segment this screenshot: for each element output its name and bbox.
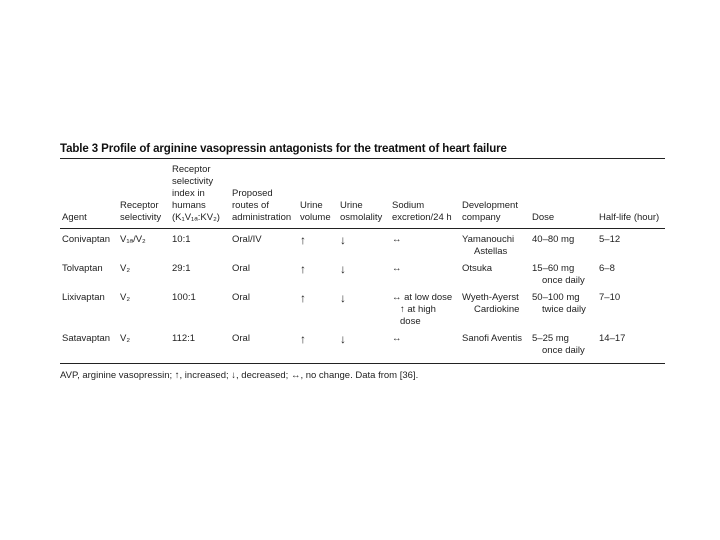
cell-sodium xyxy=(390,287,460,328)
cell-index: 100:1 xyxy=(172,292,196,303)
cell-index: 10:1 xyxy=(172,234,191,245)
cell-half-life: 7–10 xyxy=(599,292,621,303)
header-selectivity-index: Receptor selectivity index in humans (K₁V₁ₐ:KV₂) xyxy=(172,164,220,223)
cell-half-life: 14–17 xyxy=(599,333,626,344)
cell-company-line1: Wyeth-Ayerst xyxy=(462,292,519,303)
cell-urine-osmolality: ↓ xyxy=(340,262,346,276)
cell-sodium-line1: ↔ xyxy=(392,234,402,245)
table-row xyxy=(60,258,665,287)
cell-selectivity: V₂ xyxy=(120,263,131,274)
cell-urine-osmolality: ↓ xyxy=(340,291,346,305)
cell-urine-osmolality: ↓ xyxy=(340,233,346,247)
cell-sodium xyxy=(390,229,460,259)
cell-dose xyxy=(530,287,597,328)
cell-route: Oral xyxy=(232,333,250,344)
cell-half-life: 6–8 xyxy=(599,263,615,274)
header-half-life: Half-life (hour) xyxy=(599,212,660,223)
cell-agent: Tolvaptan xyxy=(62,263,103,274)
cell-urine-volume: ↑ xyxy=(300,291,306,305)
cell-company-line2: Astellas xyxy=(474,246,508,257)
table-header-row xyxy=(60,159,665,229)
cell-dose-line1: 15–60 mg xyxy=(532,263,575,274)
cell-dose xyxy=(530,229,597,259)
cell-company-line1: Otsuka xyxy=(462,263,493,274)
cell-route: Oral/IV xyxy=(232,234,262,245)
header-routes: Proposed routes of administration xyxy=(232,188,292,223)
cell-dose-line1: 5–25 mg xyxy=(532,333,569,344)
cell-sodium-line1: ↔ xyxy=(392,333,402,344)
cell-company-line1: Sanofi Aventis xyxy=(462,333,523,344)
cell-sodium xyxy=(390,328,460,363)
cell-sodium-line1: ↔ at low dose xyxy=(392,292,453,303)
cell-dose xyxy=(530,328,597,363)
cell-company xyxy=(460,258,530,287)
table-row xyxy=(60,287,665,328)
cell-urine-volume: ↑ xyxy=(300,262,306,276)
table-row xyxy=(60,229,665,259)
cell-dose xyxy=(530,258,597,287)
table-footnote: AVP, arginine vasopressin; ↑, increased; ↓, decreased; ↔, no change. Data from [36]. xyxy=(60,370,419,381)
cell-company xyxy=(460,287,530,328)
header-receptor-selectivity: Receptor selectivity xyxy=(120,200,162,223)
cell-route: Oral xyxy=(232,292,250,303)
cell-dose-line2: once daily xyxy=(542,345,585,356)
cell-company xyxy=(460,328,530,363)
cell-dose-line2: twice daily xyxy=(542,304,586,315)
header-urine-osmolality: Urine osmolality xyxy=(340,200,383,223)
header-company: Development company xyxy=(462,200,518,223)
cell-sodium-line2: ↑ at high dose xyxy=(400,304,436,327)
cell-index: 29:1 xyxy=(172,263,191,274)
cell-agent: Satavaptan xyxy=(62,333,111,344)
cell-agent: Lixivaptan xyxy=(62,292,105,303)
cell-company-line1: Yamanouchi xyxy=(462,234,515,245)
cell-index: 112:1 xyxy=(172,333,196,344)
cell-selectivity: V₂ xyxy=(120,292,131,303)
cell-agent: Conivaptan xyxy=(62,234,111,245)
drug-profile-table xyxy=(60,159,665,363)
cell-route: Oral xyxy=(232,263,250,274)
header-dose: Dose xyxy=(532,212,555,223)
header-sodium: Sodium excretion/24 h xyxy=(392,200,452,223)
cell-selectivity: V₁ₐ/V₂ xyxy=(120,234,146,245)
cell-half-life: 5–12 xyxy=(599,234,621,245)
cell-urine-osmolality: ↓ xyxy=(340,332,346,346)
cell-dose-line1: 40–80 mg xyxy=(532,234,575,245)
table-row xyxy=(60,328,665,363)
table-title: Table 3 Profile of arginine vasopressin antagonists for the treatment of heart failure xyxy=(60,143,507,155)
cell-sodium-line1: ↔ xyxy=(392,263,402,274)
cell-company xyxy=(460,229,530,259)
cell-company-line2: Cardiokine xyxy=(474,304,520,315)
header-urine-volume: Urine volume xyxy=(300,200,331,223)
cell-dose-line1: 50–100 mg xyxy=(532,292,580,303)
cell-urine-volume: ↑ xyxy=(300,332,306,346)
cell-selectivity: V₂ xyxy=(120,333,131,344)
cell-dose-line2: once daily xyxy=(542,275,585,286)
header-agent: Agent xyxy=(62,212,87,223)
table-bottom-rule xyxy=(60,363,665,364)
cell-urine-volume: ↑ xyxy=(300,233,306,247)
cell-sodium xyxy=(390,258,460,287)
drug-profile-table-block xyxy=(60,140,665,382)
